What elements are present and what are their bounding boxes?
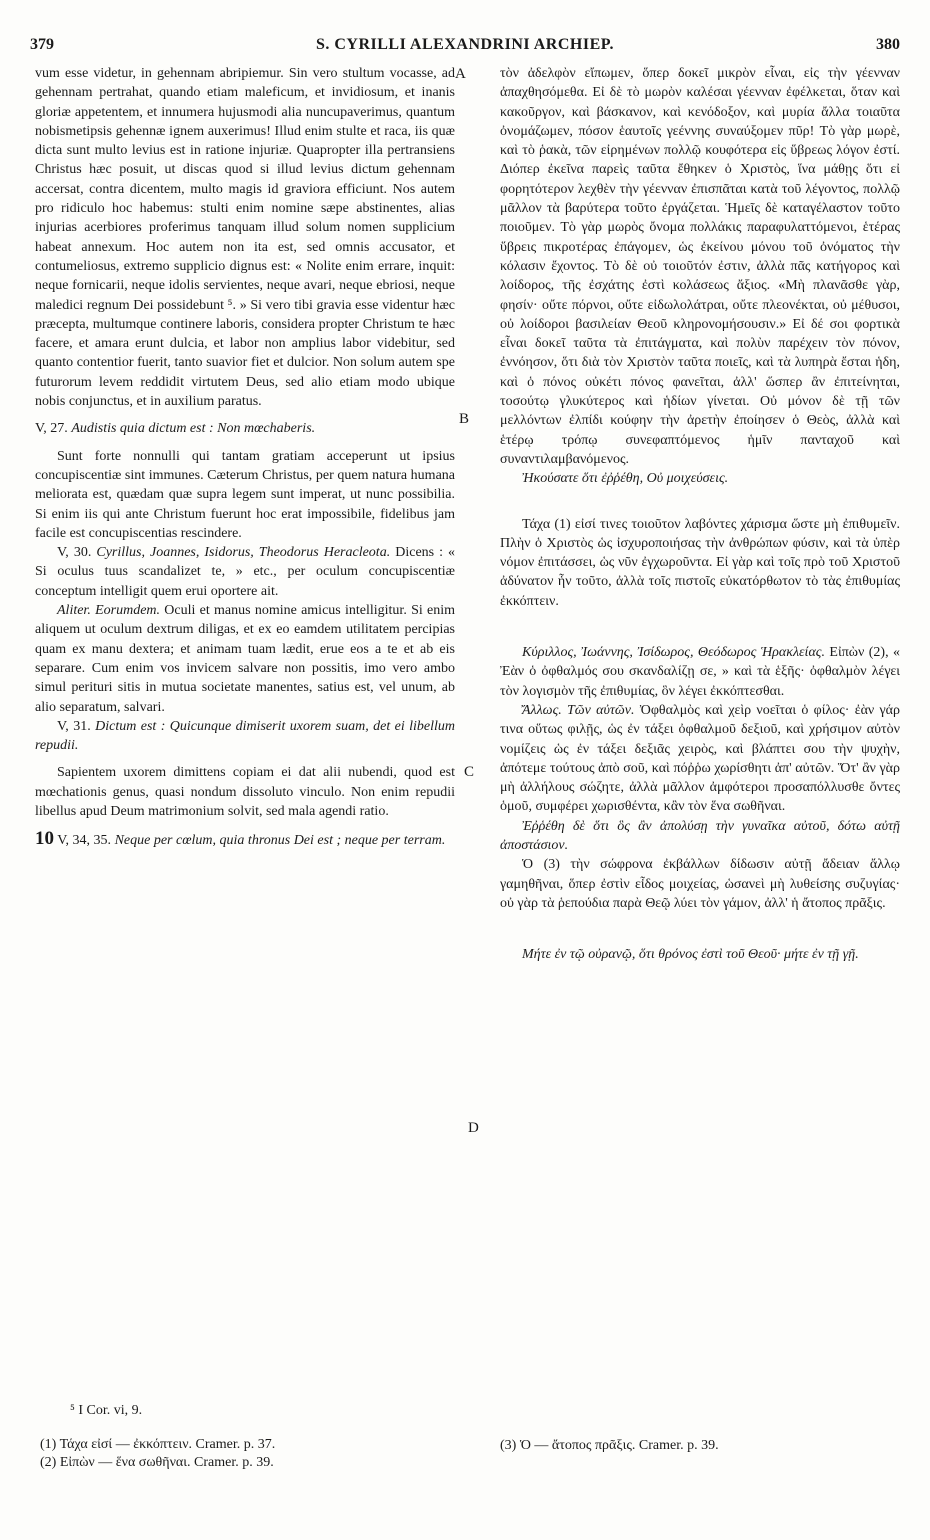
greek-names bbox=[500, 643, 900, 701]
verse-text: Neque per cœlum, quia thronus Dei est ; neque per terram. bbox=[114, 833, 446, 849]
margin-letter-d: D bbox=[468, 1120, 479, 1136]
footnote-2: (2) Εἰπὼν — ἕνα σωθῆναι. Cramer. p. 39. bbox=[40, 1455, 274, 1470]
latin-paragraph-1: vum esse videtur, in gehennam abripiemur. Sin vero stultum vocasse, ad gehennam pertrahat, quando etiam maleficum, et invidiosum, et inanis gloriæ appetentem, et innumera hujusmodi alia nuncupaverimus, quantum nobismetipsis gehennæ ignem auxerimus! Illud enim stulte et raca, iis quæ dicta sunt multo levius est in ratione injuriæ. Quapropter illa pertransiens Christus hæc posuit, ut discas quod si illud levius dictum gehennam accersat, contra dicentem, multo magis id graviora efficiunt. Nos autem pro ridiculo hoc habemus: stulti enim nomine sæpe abstinentes, alias injurias acerbiores proferimus tanquam illud solum nomen supplicium habeat annexum. Hoc autem non ita est, sed omnis accusator, et contumeliosus, extremo supplicio dignus est: « Nolite enim errare, inquit: neque fornicarii, neque idolis servientes, neque avari, neque ebriosi, neque maledici regnum Dei possidebunt ⁵. » Si vero tibi gravia esse videntur hæc præcepta, multumque continere laboris, considera propter Christum te hæc facere, et amara erunt dulcia, et labor non amplius labor videbitur, sed quanto contentior fuerit, tanto suavior fiet et dulcior. Non solum autem spe futurorum levem reddidit virtutem Deus, sed alio etiam modo ubique nobis conjunctus, et in auxilium paratus. bbox=[35, 66, 455, 410]
greek-allos bbox=[500, 701, 900, 817]
latin-aliter bbox=[35, 601, 455, 717]
names-commentary: Εἰπὼν (2), « Ἐὰν ὁ ὀφθαλμός σου σκανδαλίζῃ σε, » καὶ τὰ ἑξῆς· ὀφθαλμὸν λέγει τὸν λογισμὸν τῆς ἐπιθυμίας, ὃν λέγει ἐκκόπτεσθαι. bbox=[500, 645, 900, 699]
verse-ref: V, 27. bbox=[35, 421, 68, 437]
margin-letter-b: B bbox=[459, 411, 470, 427]
verse-text: Audistis quia dictum est : Non mœchaberis. bbox=[71, 421, 316, 437]
greek-paragraph-3: Ὁ (3) τὴν σώφρονα ἐκβάλλων δίδωσιν αὐτῇ ἄδειαν ἄλλῳ γαμηθῆναι, ὅπερ ἐστὶν εἶδος μοιχείας, ὡσανεὶ μὴ λυθείσης συζυγίας· οὐ γὰρ τὰ ῥεπούδια παρὰ Θεῷ λύει τὸν γάμον, ἀλλ' ἡ ἄτοπος πρᾶξις. bbox=[500, 857, 900, 911]
latin-verse-30 bbox=[35, 543, 455, 601]
latin-verse-34 bbox=[35, 829, 455, 850]
greek-verse-31 bbox=[500, 817, 900, 856]
verse-ref: V, 30. bbox=[57, 545, 92, 561]
author-names: Κύριλλος, Ἰωάννης, Ἰσίδωρος, Θεόδωρος Ἡρακλείας. bbox=[522, 645, 825, 661]
footnote-1: (1) Τάχα εἰσί — ἐκκόπτειν. Cramer. p. 37. bbox=[40, 1437, 276, 1452]
margin-letter-a: A bbox=[455, 66, 466, 82]
running-header bbox=[30, 36, 900, 60]
verse-ref: V, 31. bbox=[57, 718, 91, 734]
verse-commentary: Dicens : « Si oculus tuus scandalizet te, » etc., per oculum concupiscentiæ conceptum intelligit quem erui oportere ait. bbox=[35, 545, 456, 599]
page-number-right: 380 bbox=[876, 36, 900, 53]
footnote-3: (3) Ὁ — ἄτοπος πρᾶξις. Cramer. p. 39. bbox=[500, 1438, 719, 1453]
latin-verse-31 bbox=[35, 717, 455, 756]
author-names: Cyrillus, Joannes, Isidorus, Theodorus Heracleota. bbox=[96, 545, 391, 561]
greek-footnotes bbox=[500, 1437, 900, 1455]
latin-column bbox=[35, 64, 455, 851]
aliter-text: Oculi et manus nomine amicus intelligitur. Si enim aliquem ut oculum dextrum diligas, et ex eo eamdem utilitatem percipias quam ex manu dextera; et animam tuam lædit, erue eos a te et ab eis separare. Cum enim vos invicem salvare non possitis, imo vero ambo simul perituri sitis in mutua societate manentes, satius est, vel unum, ab alio separatum, salvari. bbox=[35, 603, 456, 715]
latin-paragraph-2: Sunt forte nonnulli qui tantam gratiam acceperunt ut ipsius concupiscentiæ sint immunes. Cæterum Christus, per quem natura humana meliorata est, quædam quæ supra legem sunt imperat, ut nunc possibilia. Si enim iis qui ante Christum fuerunt hoc erat impossibile, fidelibus jam facile est concupiscentias rescindere. bbox=[35, 448, 455, 541]
running-title: S. CYRILLI ALEXANDRINI ARCHIEP. bbox=[315, 36, 615, 53]
footnote-ref-5: ⁵ I Cor. vi, 9. bbox=[70, 1403, 143, 1418]
verse-ref: V, 34, 35. bbox=[57, 833, 112, 849]
verse-text: Ἐῤῥέθη δὲ ὅτι ὃς ἂν ἀπολύσῃ τὴν γυναῖκα αὐτοῦ, δότω αὐτῇ ἀποστάσιον. bbox=[500, 818, 900, 853]
section-number: 10 bbox=[35, 828, 54, 850]
page-number-left: 379 bbox=[30, 36, 54, 53]
greek-paragraph-1: τὸν ἀδελφὸν εἴπωμεν, ὅπερ δοκεῖ μικρὸν εἶναι, εἰς τὴν γέενναν ἀπαχθησόμεθα. Εἰ δὲ τὸ μωρὸν καλέσαι γέενναν ἐφέλκεται, ὅταν καὶ κακοῦργον, καὶ βάσκανον, καὶ κενόδοξον, καὶ μυρία ἄλλα τοιαῦτα ὀνομάζωμεν, πόσον ἑαυτοῖς γεέννης συναύξομεν πῦρ! Τὸ γὰρ μωρὲ, καὶ τὸ ῥακὰ, τῶν εἰρημένων πολλῷ κουφότερα εἰς ὕβρεως λόγον ἐστί. Διόπερ ἐκεῖνα παρεὶς ταῦτα ἔθηκεν ὁ Χριστὸς, ἵνα μάθῃς ὅτι εἰ φορητότερον λεχθὲν τὴν γέενναν ἐπισπᾶται κατὰ τοῦ λέγοντος, πολλῷ μᾶλλον τὰ βαρύτερα τοῦτο ἐργάζεται. Ἡμεῖς δὲ καταγέλαστον τοῦτο ποιοῦμεν. Τὸ γὰρ μωρὸς ὄνομα πολλάκις παραφυλαττόμενοι, ἑτέρας ὕβρεις πικροτέρας ἐπάγομεν, ὡς ἐκείνου μόνου τοῦ ὀνόματος τὴν κόλασιν ἔχοντος. Τὸ δὲ οὐ τοιοῦτόν ἐστιν, ἀλλὰ πᾶς κατήγορος καὶ λοίδορος, τῆς ἐσχάτης ἐστὶ κολάσεως ἄξιος. «Μὴ πλανᾶσθε γὰρ, φησίν· οὔτε πόρνοι, οὔτε εἰδωλολάτραι, οὔτε πλεονέκται, οὐ μέθυσοι, οὐ λοίδοροι βασιλείαν Θεοῦ κληρονομήσουσιν.» Εἰ δέ σοι φορτικὰ εἶναι δοκεῖ ταῦτα τὰ ἐπιτάγματα, καὶ πολὺν παρέχειν τὸν πόνον, ἐννόησον, ὅτι διὰ τὸν Χριστὸν ταῦτα ποιεῖς, καὶ τὰ λυπηρὰ ἔσται ἡδη, καὶ ὁ πόνος οὐκέτι πόνος φανεῖται, ἀλλ' ὥσπερ ἂν ἐπιτείνηται, τοσούτῳ γλυκύτερος καὶ ἡδίων γίνεται. Οὐ μόνον δὲ τῇ τῶν μελλόντων ἐλπίδι κούφην τὴν ἀρετὴν ἐποίησεν ὁ Θεὸς, ἀλλὰ καὶ ἑτέρῳ τρόπῳ συνεφαπτόμενος ἡμῖν πανταχοῦ καὶ συναντιλαμβανόμενος. bbox=[500, 66, 900, 467]
greek-paragraph-2: Τάχα (1) εἰσί τινες τοιοῦτον λαβόντες χάρισμα ὥστε μὴ ἐπιθυμεῖν. Πλὴν ὁ Χριστὸς ὡς ἰσχυροποιήσας τὴν ἀνθρώπων φύσιν, καὶ τὰ ὑπὲρ νόμον ἐπιτάσσει, ὡς νῦν ἐγχωροῦντα. Εἰ γὰρ καὶ τοῖς πρὸ τοῦ Χριστοῦ ἀδύνατον ἦν τοῦτο, ἀλλὰ τοῖς πιστοῖς εὐκατόρθωτον τὸ τὰς ἐπιθυμίας ἐκκόπτειν. bbox=[500, 516, 900, 609]
greek-column bbox=[500, 64, 900, 964]
verse-text: Μήτε ἐν τῷ οὐρανῷ, ὅτι θρόνος ἐστὶ τοῦ Θεοῦ· μήτε ἐν τῇ γῇ. bbox=[522, 947, 859, 963]
verse-text: Ἠκούσατε ὅτι ἐῤῥέθη, Οὐ μοιχεύσεις. bbox=[522, 471, 729, 487]
allos-text: Ὀφθαλμὸς καὶ χεὶρ νοεῖται ὁ φίλος· ἐὰν γάρ τινα οὕτως φιλῇς, ὡς ἐν τάξει ὀφθαλμοῦ δεξιοῦ, καὶ χρήσιμον αὐτὸν νομίζεις ὡς ἐν τάξει δεξιᾶς χειρὸς, καὶ βλάπτει σου τὴν ψυχὴν, ἀπότεμε τούτους ἀπὸ σοῦ, καὶ πόῤῥω χωρίσθητι ἀπ' αὐτῶν. Ὅτ' ἂν γὰρ μὴ ἀλλήλους σώζητε, ἀλλὰ μᾶλλον ἀμφότεροι προσαπόλλυσθε ὄντες ὁμοῦ, συμφέρει χωρισθέντα, κἂν τὸν ἕνα σωθῆναι. bbox=[500, 702, 901, 815]
allos-label: Ἄλλως. Τῶν αὐτῶν. bbox=[522, 702, 635, 718]
latin-verse-27 bbox=[35, 419, 455, 438]
latin-footnotes bbox=[40, 1402, 460, 1472]
margin-letter-c: C bbox=[464, 764, 475, 780]
verse-text: Dictum est : Quicunque dimiserit uxorem suam, det ei libellum repudii. bbox=[35, 718, 456, 754]
aliter-label: Aliter. Eorumdem. bbox=[57, 603, 161, 619]
latin-paragraph-3: Sapientem uxorem dimittens copiam ei dat alii nubendi, quod est mœchationis genus, quasi nondum dissoluto vinculo. Non enim repudii libellus apud Deum matrimonium solvit, sed mala agendi ratio. bbox=[35, 765, 455, 819]
greek-verse-34 bbox=[500, 945, 900, 964]
greek-verse-27 bbox=[500, 469, 900, 488]
